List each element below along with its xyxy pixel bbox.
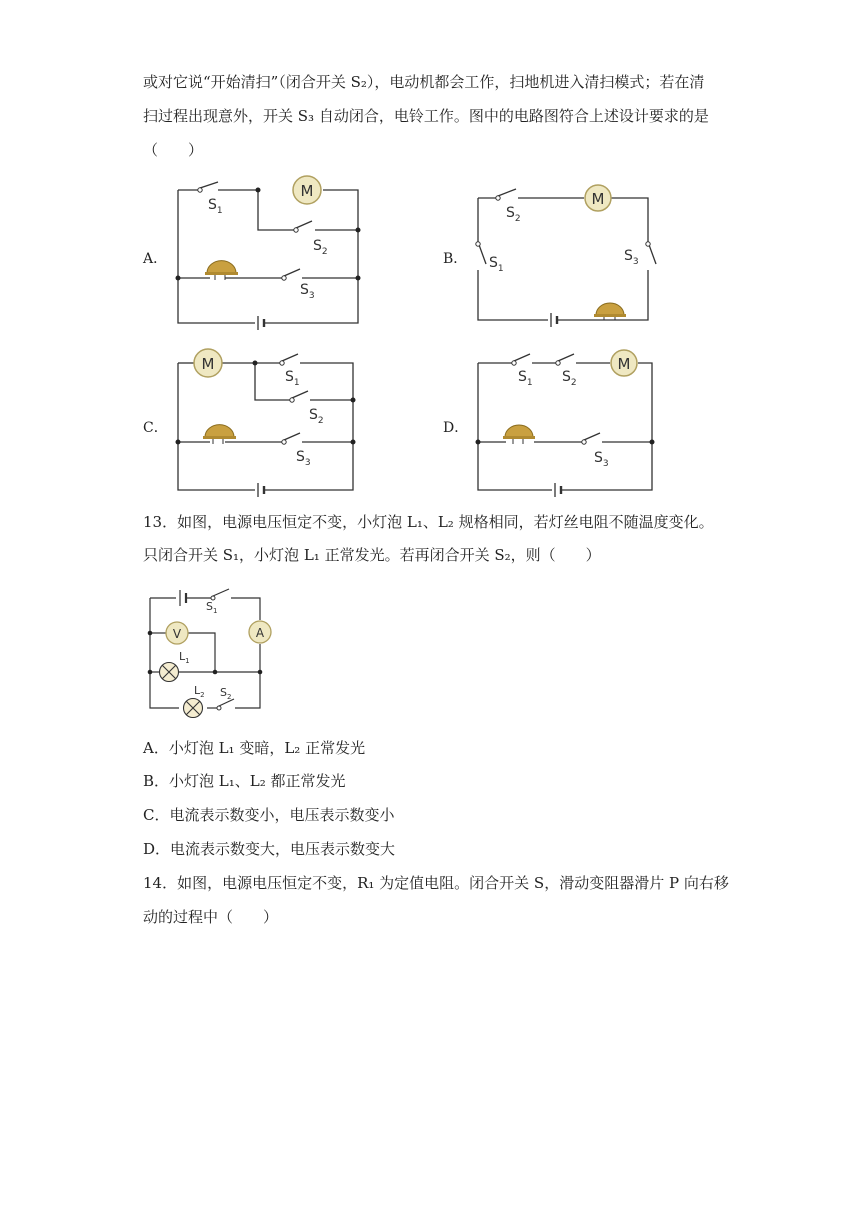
circuit-b-diagram: [470, 180, 670, 330]
s2-subscript: 2: [317, 416, 324, 426]
s2-subscript: 2: [321, 247, 328, 257]
q12-text-line-2: 扫过程出现意外，开关 S₃ 自动闭合，电铃工作。图中的电路图符合上述设计要求的是: [143, 107, 709, 125]
motor-symbol-label: M: [617, 355, 631, 373]
q14-text-line-1: 14．如图，电源电压恒定不变，R₁ 为定值电阻。闭合开关 S，滑动变阻器滑片 P 向右移: [143, 874, 729, 892]
s1-subscript: 1: [497, 264, 504, 274]
ammeter-icon: [249, 621, 271, 643]
motor-icon: [611, 350, 637, 376]
voltmeter-icon: [166, 622, 188, 644]
s1-label: S: [518, 369, 527, 385]
s2-label: S: [220, 686, 227, 699]
s3-label: S: [300, 282, 309, 298]
svg-text:S1: [489, 255, 504, 274]
s1-label: S: [208, 197, 217, 213]
svg-text:S3: [594, 450, 609, 469]
motor-symbol-label: M: [300, 182, 314, 200]
svg-text:S1: [285, 369, 300, 388]
svg-text:S3: [300, 282, 315, 301]
q13-text-line-1: 13．如图，电源电压恒定不变，小灯泡 L₁、L₂ 规格相同，若灯丝电阻不随温度变化。: [143, 513, 714, 531]
s1-label: S: [489, 255, 498, 271]
lamp-l2-icon: [184, 699, 203, 718]
s2-label: S: [309, 407, 318, 423]
ammeter-label: A: [255, 626, 265, 640]
motor-icon: [585, 185, 611, 211]
motor-icon: [293, 176, 321, 204]
option-a-label: A．: [143, 251, 168, 267]
bell-icon: [203, 425, 236, 444]
s2-label: S: [313, 238, 322, 254]
q13-option-c: C．电流表示数变小，电压表示数变小: [143, 806, 395, 824]
s3-label: S: [594, 450, 603, 466]
s1-label: S: [206, 600, 213, 613]
svg-text:S2: [562, 369, 577, 388]
s2-subscript: 2: [570, 378, 577, 388]
s2-label: S: [562, 369, 571, 385]
s1-subscript: 1: [212, 607, 218, 615]
q13-circuit-diagram: [143, 578, 273, 718]
s2-label: S: [506, 205, 515, 221]
svg-text:S1: [206, 600, 217, 615]
s1-subscript: 1: [293, 378, 300, 388]
q12-text-line-3: （ ）: [143, 141, 204, 159]
lamp-l1-icon: [160, 663, 179, 682]
circuit-c-diagram: [170, 345, 370, 500]
svg-text:S3: [624, 248, 639, 267]
option-c-label: C．: [143, 420, 168, 436]
q13-option-d: D．电流表示数变大，电压表示数变大: [143, 840, 396, 858]
s1-label: S: [285, 369, 294, 385]
q13-text-line-2: 只闭合开关 S₁，小灯泡 L₁ 正常发光。若再闭合开关 S₂，则（ ）: [143, 546, 601, 564]
l1-subscript: 1: [185, 657, 190, 665]
svg-text:S2: [309, 407, 324, 426]
s3-label: S: [296, 449, 305, 465]
motor-symbol-label: M: [591, 190, 605, 208]
s1-subscript: 1: [526, 378, 533, 388]
option-b-label: B．: [443, 251, 468, 267]
q13-option-a: A．小灯泡 L₁ 变暗，L₂ 正常发光: [143, 739, 366, 757]
q13-option-b: B．小灯泡 L₁、L₂ 都正常发光: [143, 772, 346, 790]
svg-text:S2: [506, 205, 521, 224]
motor-icon: [194, 349, 222, 377]
bell-icon: [205, 261, 238, 280]
svg-text:S1: [518, 369, 533, 388]
svg-text:S3: [296, 449, 311, 468]
l2-subscript: 2: [200, 691, 205, 699]
svg-text:L2: [194, 684, 205, 699]
s3-label: S: [624, 248, 633, 264]
s2-subscript: 2: [514, 214, 521, 224]
s3-subscript: 3: [304, 458, 311, 468]
svg-text:S2: [220, 686, 231, 701]
option-d-label: D．: [443, 420, 469, 436]
l2-label: L: [194, 684, 201, 697]
s3-subscript: 3: [308, 291, 315, 301]
q12-text-line-1: 或对它说“开始清扫”（闭合开关 S₂），电动机都会工作，扫地机进入清扫模式；若在清: [143, 73, 705, 91]
svg-text:S1: [208, 197, 223, 216]
q14-text-line-2: 动的过程中（ ）: [143, 908, 279, 926]
circuit-d-diagram: [470, 345, 670, 500]
svg-text:L1: [179, 650, 190, 665]
voltmeter-label: V: [172, 627, 182, 641]
s2-subscript: 2: [226, 693, 232, 701]
circuit-a-diagram: [170, 175, 370, 335]
s3-subscript: 3: [632, 257, 639, 267]
l1-label: L: [179, 650, 186, 663]
bell-icon: [503, 425, 535, 444]
s3-subscript: 3: [602, 459, 609, 469]
bell-icon: [594, 303, 626, 320]
svg-text:S2: [313, 238, 328, 257]
s1-subscript: 1: [216, 206, 223, 216]
motor-symbol-label: M: [201, 355, 215, 373]
